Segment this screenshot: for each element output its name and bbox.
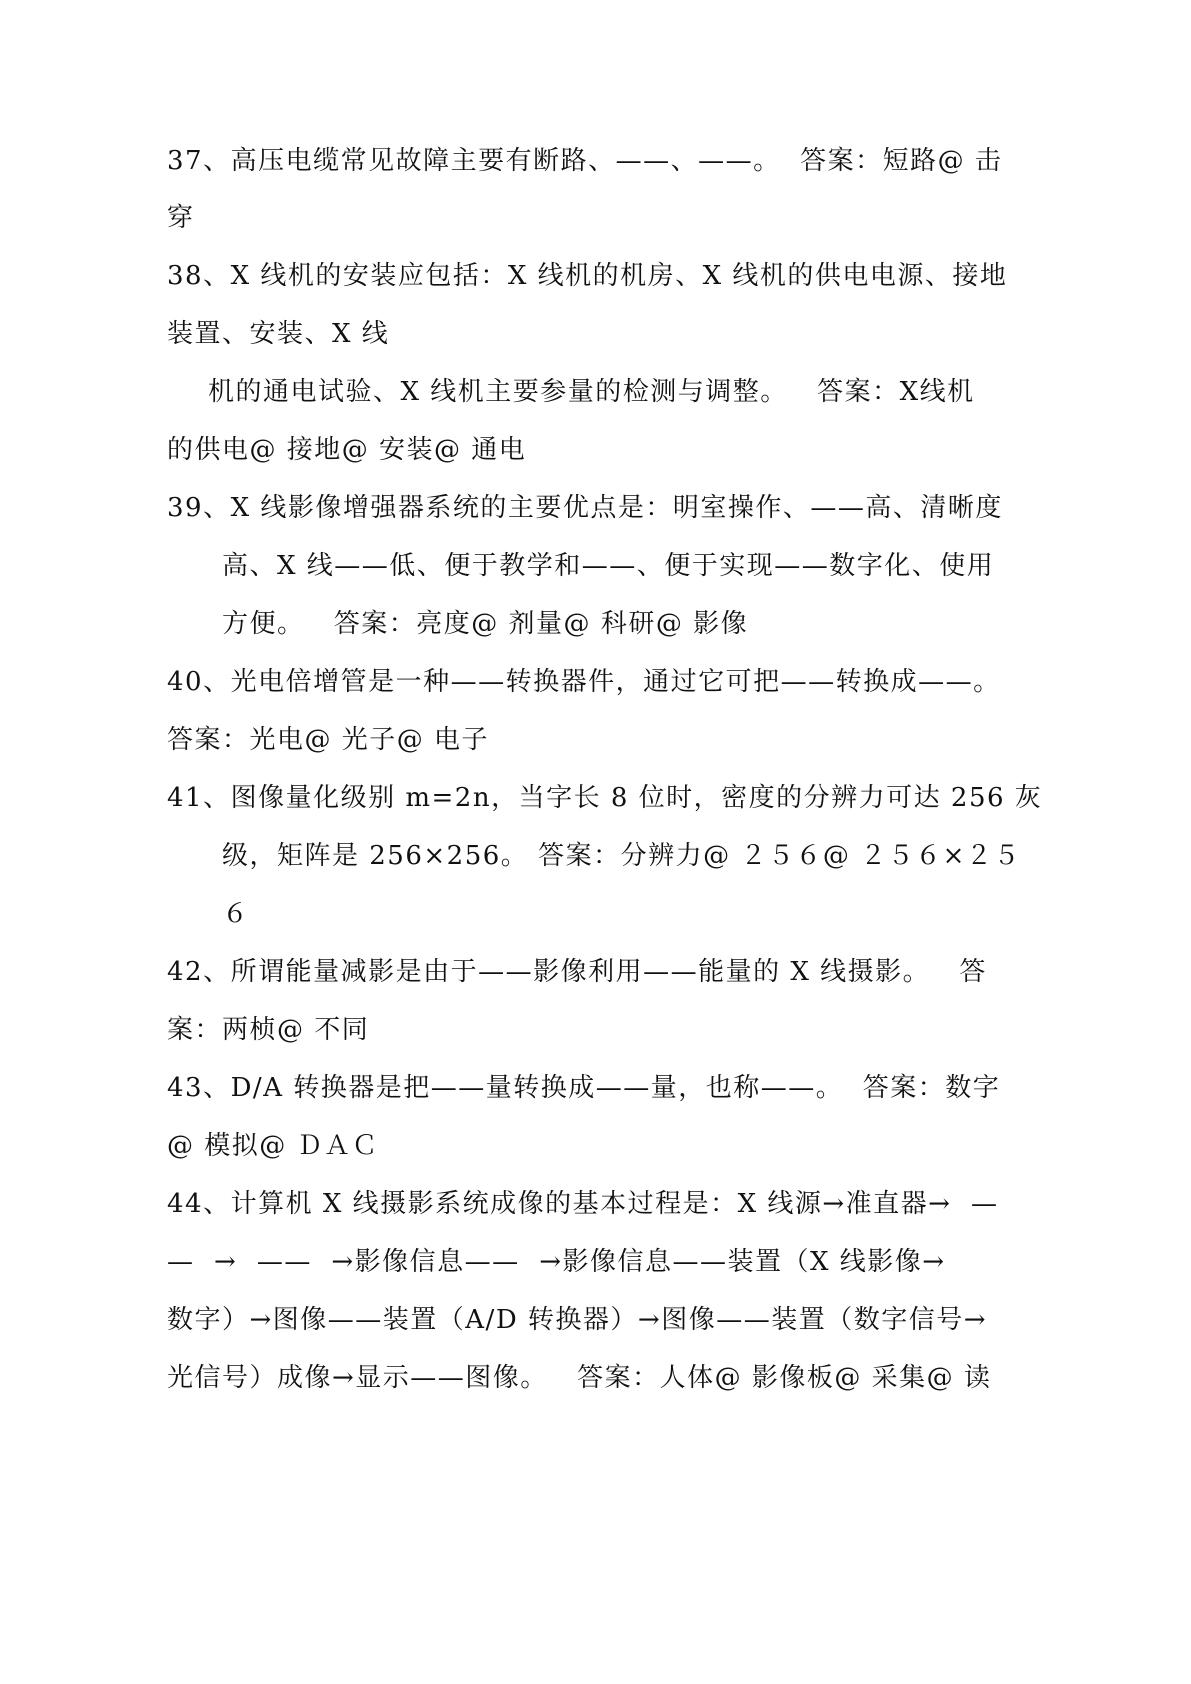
- text-line: 答案：光电@ 光子@ 电子: [167, 725, 490, 755]
- text-line: 光信号）成像→显示——图像。 答案：人体@ 影像板@ 采集@ 读: [167, 1363, 992, 1393]
- text-line: 级，矩阵是 256×256。 答案：分辨力@ ２５６@ ２５６×２５: [222, 841, 1021, 871]
- text-line: 装置、安装、X 线: [167, 319, 390, 349]
- text-line: @ 模拟@ ＤＡＣ: [167, 1131, 380, 1161]
- text-line: 37、高压电缆常见故障主要有断路、——、——。 答案：短路@ 击: [167, 146, 1003, 176]
- text-line: 机的通电试验、X 线机主要参量的检测与调整。 答案：X线机: [208, 377, 975, 407]
- text-line: 高、X 线——低、便于教学和——、便于实现——数字化、使用: [222, 551, 995, 581]
- text-line: 的供电@ 接地@ 安装@ 通电: [167, 435, 527, 465]
- text-line: 数字）→图像——装置（A/D 转换器）→图像——装置（数字信号→: [167, 1305, 988, 1335]
- text-line: 方便。 答案：亮度@ 剂量@ 科研@ 影像: [222, 609, 749, 639]
- text-line: 43、D/A 转换器是把——量转换成——量，也称——。 答案：数字: [167, 1073, 1001, 1103]
- text-line: — → —— →影像信息—— →影像信息——装置（X 线影像→: [167, 1247, 946, 1277]
- text-line: 40、光电倍增管是一种——转换器件，通过它可把——转换成——。: [167, 667, 1001, 697]
- text-line: 44、计算机 X 线摄影系统成像的基本过程是：X 线源→准直器→ —: [167, 1189, 999, 1219]
- text-line: 38、X 线机的安装应包括：X 线机的机房、X 线机的供电电源、接地: [167, 261, 1008, 291]
- text-line: 案：两桢@ 不同: [167, 1015, 370, 1045]
- text-line: 39、X 线影像增强器系统的主要优点是：明室操作、——高、清晰度: [167, 493, 1003, 523]
- text-line: ６: [222, 899, 250, 929]
- text-line: 41、图像量化级别 m=2n，当字长 8 位时，密度的分辨力可达 256 灰: [167, 783, 1043, 813]
- text-line: 42、所谓能量减影是由于——影像利用——能量的 X 线摄影。 答: [167, 957, 987, 987]
- text-line: 穿: [167, 203, 195, 233]
